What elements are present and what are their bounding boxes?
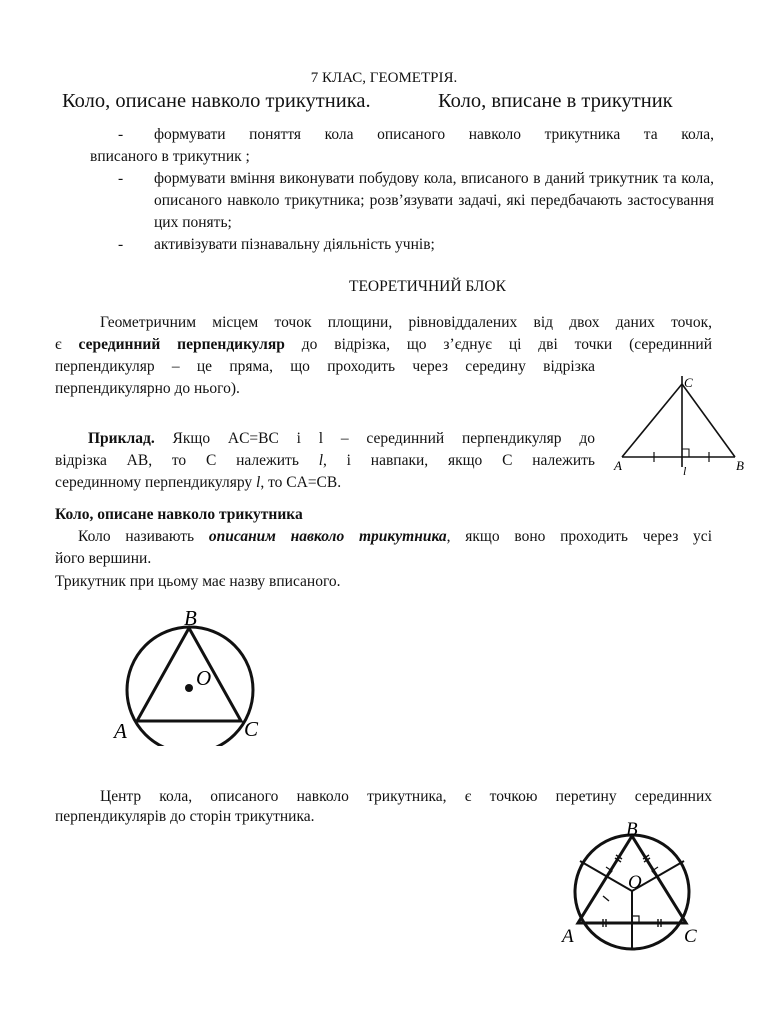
label-b: B [184, 606, 197, 630]
figure-circumscribed-circle [108, 604, 278, 746]
label-o: O [196, 666, 212, 690]
label-b: B [626, 819, 638, 840]
center-statement-line1: Центр кола, описаного навколо трикутника, є точкою перетину серединних [100, 788, 712, 805]
term-emphasis: описаним навколо трикутника [208, 528, 447, 545]
example-line2 [55, 450, 595, 472]
theory-p1-line2 [55, 334, 712, 356]
line-l: l [256, 474, 261, 491]
label-l: l [683, 464, 687, 478]
label-c: C [684, 375, 693, 390]
text-span: відрізка AB, то C належить [55, 452, 319, 469]
goal-item [118, 168, 714, 234]
header-grade: 7 КЛАС, ГЕОМЕТРІЯ. [310, 70, 458, 86]
right-angle-mark [682, 449, 689, 457]
example-label: Приклад. [88, 430, 155, 447]
label-b: B [736, 458, 744, 473]
text-span: , і навпаки, якщо C належить [323, 452, 595, 469]
text-span: Якщо AC=BC і l – серединний перпендикуляр до [154, 430, 595, 447]
circum-def-line1 [78, 526, 712, 548]
term-bold: серединний перпендикуляр [78, 336, 285, 353]
center-point-o [185, 684, 193, 692]
theory-heading: ТЕОРЕТИЧНИЙ БЛОК [349, 278, 506, 295]
goal-text: формувати поняття кола описаного навколо трикутника та кола, [154, 126, 714, 143]
bisector-bc [580, 861, 632, 891]
goal-text: активізувати пізнавальну діяльність учнів; [154, 236, 435, 253]
goal-dash: - [118, 236, 124, 253]
segment-ac [622, 384, 682, 457]
label-o: O [628, 872, 642, 893]
figure-perpendicular-bisector [612, 372, 752, 482]
circum-heading: Коло, описане навколо трикутника [55, 506, 303, 523]
text-span: серединному перпендикуляру [55, 474, 257, 491]
inscribed-triangle [137, 628, 241, 721]
circum-def-line3: Трикутник при цьому має назву вписаного. [55, 573, 341, 590]
goals-list [90, 124, 714, 256]
text-span: є [55, 336, 79, 353]
label-c: C [684, 926, 697, 947]
center-statement-line2: перпендикулярів до сторін трикутника. [55, 808, 315, 825]
theory-p1-line3: перпендикуляр – це пряма, що проходить через середину відрізка [55, 358, 595, 375]
tick-mark [603, 896, 609, 901]
goal-dash: - [118, 170, 124, 187]
label-a: A [614, 458, 622, 473]
example-line1 [88, 428, 595, 450]
text-span: до відрізка, що з’єднує ці дві точки (серединний [284, 336, 712, 353]
line-l: l [318, 452, 323, 469]
goal-text: формувати вміння виконувати побудову кола, вписаного в даний трикутник та кола, описаного навколо трикутника; розв’язувати задачі, які передбачають застосування цих понять; [154, 170, 714, 231]
segment-bc [682, 384, 735, 457]
theory-p1-line1: Геометричним місцем точок площини, рівновіддалених від двох даних точок, [100, 314, 712, 331]
text-span: , якщо воно проходить через усі [446, 528, 712, 545]
header-topic-b: Коло, вписане в трикутник [438, 90, 673, 112]
theory-p1-line4: перпендикулярно до нього). [55, 380, 240, 397]
goal-item [118, 124, 714, 146]
label-a: A [114, 719, 127, 743]
figure-bisectors-intersection [548, 818, 718, 962]
header-topic-a: Коло, описане навколо трикутника. [62, 90, 371, 112]
circum-def-line2: його вершини. [55, 550, 152, 567]
text-span: Коло називають [78, 528, 209, 545]
goal-dash: - [118, 126, 124, 143]
goal-item [118, 234, 714, 256]
example-line3 [55, 472, 341, 494]
label-c: C [244, 717, 259, 741]
text-span: , то CA=CB. [260, 474, 342, 491]
goal-text-cont: вписаного в трикутник ; [90, 148, 250, 165]
label-a: A [562, 926, 574, 947]
